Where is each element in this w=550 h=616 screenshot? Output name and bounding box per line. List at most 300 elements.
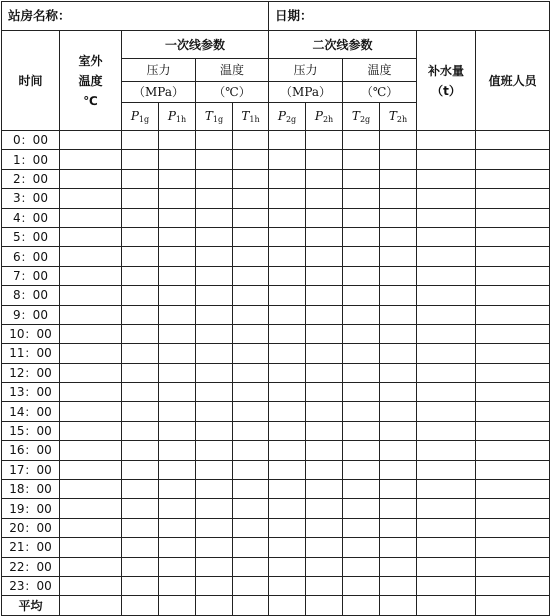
p2g-cell[interactable]	[269, 363, 306, 382]
t2g-cell[interactable]	[343, 131, 380, 150]
p1g-cell[interactable]	[122, 402, 159, 421]
p2h-cell[interactable]	[306, 227, 343, 246]
t1h-cell[interactable]	[233, 208, 269, 227]
p2g-cell[interactable]	[269, 480, 306, 499]
t1h-cell[interactable]	[233, 421, 269, 440]
staff-cell[interactable]	[476, 324, 550, 343]
primary-temperature-header: 温度	[196, 59, 269, 82]
outdoor-temp-cell[interactable]	[60, 344, 122, 363]
p2h-cell[interactable]	[306, 576, 343, 595]
p2h-cell[interactable]	[306, 344, 343, 363]
outdoor-temp-cell[interactable]	[60, 499, 122, 518]
makeup-water-cell[interactable]	[417, 402, 476, 421]
t2h-cell[interactable]	[380, 402, 417, 421]
t1g-cell[interactable]	[196, 499, 233, 518]
outdoor-temp-cell[interactable]	[60, 596, 122, 615]
t1g-cell[interactable]	[196, 344, 233, 363]
outdoor-temp-cell[interactable]	[60, 383, 122, 402]
p1g-cell[interactable]	[122, 344, 159, 363]
outdoor-temp-cell[interactable]	[60, 286, 122, 305]
t1h-cell[interactable]	[233, 286, 269, 305]
outdoor-temp-cell[interactable]	[60, 460, 122, 479]
staff-cell[interactable]	[476, 441, 550, 460]
makeup-water-cell[interactable]	[417, 150, 476, 169]
t2g-cell[interactable]	[343, 324, 380, 343]
t1h-cell[interactable]	[233, 344, 269, 363]
p1g-cell[interactable]	[122, 596, 159, 615]
p1h-cell[interactable]	[159, 305, 196, 324]
t1g-cell[interactable]	[196, 538, 233, 557]
t2h-cell[interactable]	[380, 247, 417, 266]
outdoor-temp-cell[interactable]	[60, 402, 122, 421]
staff-cell[interactable]	[476, 421, 550, 440]
makeup-water-cell[interactable]	[417, 208, 476, 227]
makeup-water-cell[interactable]	[417, 460, 476, 479]
t1g-cell[interactable]	[196, 169, 233, 188]
p2h-cell[interactable]	[306, 305, 343, 324]
p2g-cell[interactable]	[269, 227, 306, 246]
t1h-cell[interactable]	[233, 266, 269, 285]
t1h-cell[interactable]	[233, 227, 269, 246]
p2h-cell[interactable]	[306, 518, 343, 537]
p1h-cell[interactable]	[159, 596, 196, 615]
time-cell: 11：00	[2, 344, 60, 363]
p2g-cell[interactable]	[269, 344, 306, 363]
t1g-cell[interactable]	[196, 576, 233, 595]
p2h-cell[interactable]	[306, 441, 343, 460]
p1h-cell[interactable]	[159, 208, 196, 227]
t2h-cell[interactable]	[380, 480, 417, 499]
t2g-cell[interactable]	[343, 557, 380, 576]
makeup-water-cell[interactable]	[417, 324, 476, 343]
t2h-cell[interactable]	[380, 576, 417, 595]
outdoor-temp-cell[interactable]	[60, 576, 122, 595]
time-cell: 9：00	[2, 305, 60, 324]
p2g-cell[interactable]	[269, 499, 306, 518]
p1h-cell[interactable]	[159, 402, 196, 421]
p1h-cell[interactable]	[159, 131, 196, 150]
p1h-cell[interactable]	[159, 383, 196, 402]
p2g-cell[interactable]	[269, 266, 306, 285]
outdoor-temp-cell[interactable]	[60, 208, 122, 227]
t1g-cell[interactable]	[196, 596, 233, 615]
p2h-cell[interactable]	[306, 557, 343, 576]
t1g-cell[interactable]	[196, 305, 233, 324]
t2h-cell[interactable]	[380, 266, 417, 285]
time-column-header: 时间	[2, 31, 60, 131]
p1h-cell[interactable]	[159, 189, 196, 208]
p2g-cell[interactable]	[269, 131, 306, 150]
symbol-t1g: $T_{1g}$	[196, 103, 233, 131]
p2h-cell[interactable]	[306, 247, 343, 266]
table-row	[2, 557, 550, 576]
p1g-cell[interactable]	[122, 189, 159, 208]
p1h-cell[interactable]	[159, 324, 196, 343]
makeup-water-cell[interactable]	[417, 131, 476, 150]
time-cell: 7：00	[2, 266, 60, 285]
p1h-cell[interactable]	[159, 286, 196, 305]
t1g-cell[interactable]	[196, 150, 233, 169]
staff-cell[interactable]	[476, 266, 550, 285]
t2h-cell[interactable]	[380, 383, 417, 402]
table-row	[2, 208, 550, 227]
p1g-cell[interactable]	[122, 499, 159, 518]
t2g-cell[interactable]	[343, 576, 380, 595]
p1h-cell[interactable]	[159, 480, 196, 499]
p2h-cell[interactable]	[306, 402, 343, 421]
makeup-water-cell[interactable]	[417, 363, 476, 382]
p2g-cell[interactable]	[269, 538, 306, 557]
p1g-cell[interactable]	[122, 557, 159, 576]
p2g-cell[interactable]	[269, 189, 306, 208]
p2h-cell[interactable]	[306, 286, 343, 305]
makeup-water-cell[interactable]	[417, 189, 476, 208]
t2h-cell[interactable]	[380, 324, 417, 343]
outdoor-temp-cell[interactable]	[60, 480, 122, 499]
t1h-cell[interactable]	[233, 596, 269, 615]
t1h-cell[interactable]	[233, 460, 269, 479]
p1h-cell[interactable]	[159, 150, 196, 169]
outdoor-temp-cell[interactable]	[60, 305, 122, 324]
staff-cell[interactable]	[476, 596, 550, 615]
t2g-cell[interactable]	[343, 596, 380, 615]
p2g-cell[interactable]	[269, 286, 306, 305]
t1g-cell[interactable]	[196, 189, 233, 208]
t1h-cell[interactable]	[233, 538, 269, 557]
p1h-cell[interactable]	[159, 538, 196, 557]
p2h-cell[interactable]	[306, 421, 343, 440]
makeup-water-cell[interactable]	[417, 441, 476, 460]
p1h-cell[interactable]	[159, 557, 196, 576]
p1g-cell[interactable]	[122, 150, 159, 169]
p2g-cell[interactable]	[269, 169, 306, 188]
t2h-cell[interactable]	[380, 538, 417, 557]
t2h-cell[interactable]	[380, 227, 417, 246]
makeup-water-cell[interactable]	[417, 286, 476, 305]
p2g-cell[interactable]	[269, 557, 306, 576]
p1h-cell[interactable]	[159, 169, 196, 188]
staff-cell[interactable]	[476, 150, 550, 169]
p1g-cell[interactable]	[122, 227, 159, 246]
makeup-water-cell[interactable]	[417, 169, 476, 188]
makeup-water-cell[interactable]	[417, 227, 476, 246]
makeup-water-cell[interactable]	[417, 344, 476, 363]
t1g-cell[interactable]	[196, 441, 233, 460]
table-row	[2, 441, 550, 460]
staff-cell[interactable]	[476, 518, 550, 537]
t2g-cell[interactable]	[343, 480, 380, 499]
t2g-cell[interactable]	[343, 150, 380, 169]
t1g-cell[interactable]	[196, 131, 233, 150]
t2h-cell[interactable]	[380, 286, 417, 305]
p2h-cell[interactable]	[306, 150, 343, 169]
makeup-water-cell[interactable]	[417, 596, 476, 615]
t1h-cell[interactable]	[233, 305, 269, 324]
staff-cell[interactable]	[476, 208, 550, 227]
t2h-cell[interactable]	[380, 363, 417, 382]
makeup-water-label: 补水量	[428, 63, 465, 78]
time-cell: 23：00	[2, 576, 60, 595]
t2h-cell[interactable]	[380, 596, 417, 615]
outdoor-temp-cell[interactable]	[60, 150, 122, 169]
outdoor-temp-cell[interactable]	[60, 363, 122, 382]
t1h-cell[interactable]	[233, 189, 269, 208]
p1g-cell[interactable]	[122, 383, 159, 402]
p1h-cell[interactable]	[159, 441, 196, 460]
p2h-cell[interactable]	[306, 363, 343, 382]
outdoor-temp-cell[interactable]	[60, 247, 122, 266]
p2h-cell[interactable]	[306, 499, 343, 518]
t2h-cell[interactable]	[380, 208, 417, 227]
t2h-cell[interactable]	[380, 344, 417, 363]
symbol-p1h: $P_{1h}$	[159, 103, 196, 131]
t1g-cell[interactable]	[196, 557, 233, 576]
p2h-cell[interactable]	[306, 131, 343, 150]
p1h-cell[interactable]	[159, 227, 196, 246]
staff-cell[interactable]	[476, 460, 550, 479]
makeup-water-cell[interactable]	[417, 383, 476, 402]
t1h-cell[interactable]	[233, 499, 269, 518]
t1g-cell[interactable]	[196, 421, 233, 440]
t2h-cell[interactable]	[380, 169, 417, 188]
makeup-water-cell[interactable]	[417, 499, 476, 518]
t1g-cell[interactable]	[196, 402, 233, 421]
t2h-cell[interactable]	[380, 460, 417, 479]
time-cell: 8：00	[2, 286, 60, 305]
t1h-cell[interactable]	[233, 557, 269, 576]
t2h-cell[interactable]	[380, 499, 417, 518]
table-row	[2, 402, 550, 421]
t2g-cell[interactable]	[343, 208, 380, 227]
p1g-cell[interactable]	[122, 518, 159, 537]
makeup-water-cell[interactable]	[417, 305, 476, 324]
outdoor-temp-cell[interactable]	[60, 227, 122, 246]
t2g-cell[interactable]	[343, 266, 380, 285]
p1g-cell[interactable]	[122, 538, 159, 557]
t2g-cell[interactable]	[343, 227, 380, 246]
t2h-cell[interactable]	[380, 150, 417, 169]
t1g-cell[interactable]	[196, 363, 233, 382]
t2g-cell[interactable]	[343, 499, 380, 518]
p1g-cell[interactable]	[122, 480, 159, 499]
t1h-cell[interactable]	[233, 169, 269, 188]
station-name-label: 站房名称：	[2, 2, 269, 31]
t1g-cell[interactable]	[196, 480, 233, 499]
p2g-cell[interactable]	[269, 208, 306, 227]
makeup-water-cell[interactable]	[417, 266, 476, 285]
operation-log-table	[1, 1, 550, 616]
p1g-cell[interactable]	[122, 460, 159, 479]
p2h-cell[interactable]	[306, 480, 343, 499]
table-row	[2, 518, 550, 537]
t1h-cell[interactable]	[233, 402, 269, 421]
makeup-water-cell[interactable]	[417, 538, 476, 557]
p1h-cell[interactable]	[159, 247, 196, 266]
p2h-cell[interactable]	[306, 460, 343, 479]
p1g-cell[interactable]	[122, 247, 159, 266]
t2h-cell[interactable]	[380, 305, 417, 324]
p2g-cell[interactable]	[269, 460, 306, 479]
outdoor-temp-cell[interactable]	[60, 538, 122, 557]
p1g-cell[interactable]	[122, 441, 159, 460]
p1h-cell[interactable]	[159, 576, 196, 595]
p1g-cell[interactable]	[122, 131, 159, 150]
p2g-cell[interactable]	[269, 383, 306, 402]
t1g-cell[interactable]	[196, 324, 233, 343]
p1h-cell[interactable]	[159, 499, 196, 518]
p2g-cell[interactable]	[269, 518, 306, 537]
t2g-cell[interactable]	[343, 189, 380, 208]
makeup-water-cell[interactable]	[417, 247, 476, 266]
t1h-cell[interactable]	[233, 150, 269, 169]
p2g-cell[interactable]	[269, 576, 306, 595]
staff-cell[interactable]	[476, 305, 550, 324]
t2g-cell[interactable]	[343, 305, 380, 324]
t1g-cell[interactable]	[196, 286, 233, 305]
p2h-cell[interactable]	[306, 169, 343, 188]
t1g-cell[interactable]	[196, 266, 233, 285]
p2h-cell[interactable]	[306, 383, 343, 402]
t1h-cell[interactable]	[233, 324, 269, 343]
outdoor-temp-cell[interactable]	[60, 189, 122, 208]
symbol-t1h: $T_{1h}$	[233, 103, 269, 131]
staff-cell[interactable]	[476, 557, 550, 576]
p1g-cell[interactable]	[122, 421, 159, 440]
t2h-cell[interactable]	[380, 131, 417, 150]
t1h-cell[interactable]	[233, 363, 269, 382]
t1g-cell[interactable]	[196, 247, 233, 266]
makeup-water-cell[interactable]	[417, 518, 476, 537]
p1h-cell[interactable]	[159, 518, 196, 537]
makeup-water-cell[interactable]	[417, 576, 476, 595]
time-cell: 1：00	[2, 150, 60, 169]
staff-cell[interactable]	[476, 247, 550, 266]
p2g-cell[interactable]	[269, 421, 306, 440]
staff-cell[interactable]	[476, 344, 550, 363]
t2h-cell[interactable]	[380, 557, 417, 576]
t2g-cell[interactable]	[343, 169, 380, 188]
table-row	[2, 363, 550, 382]
staff-cell[interactable]	[476, 383, 550, 402]
outdoor-temp-cell[interactable]	[60, 169, 122, 188]
staff-cell[interactable]	[476, 402, 550, 421]
time-cell: 22：00	[2, 557, 60, 576]
t2g-cell[interactable]	[343, 538, 380, 557]
table-row	[2, 421, 550, 440]
t1g-cell[interactable]	[196, 227, 233, 246]
makeup-water-cell[interactable]	[417, 421, 476, 440]
staff-cell[interactable]	[476, 538, 550, 557]
outdoor-temp-cell[interactable]	[60, 441, 122, 460]
p2h-cell[interactable]	[306, 266, 343, 285]
t2g-cell[interactable]	[343, 247, 380, 266]
outdoor-temp-cell[interactable]	[60, 324, 122, 343]
p1g-cell[interactable]	[122, 266, 159, 285]
t2g-cell[interactable]	[343, 441, 380, 460]
t2h-cell[interactable]	[380, 421, 417, 440]
p2g-cell[interactable]	[269, 247, 306, 266]
staff-cell[interactable]	[476, 576, 550, 595]
p2g-cell[interactable]	[269, 324, 306, 343]
staff-cell[interactable]	[476, 131, 550, 150]
staff-cell[interactable]	[476, 363, 550, 382]
outdoor-temp-cell[interactable]	[60, 266, 122, 285]
t2g-cell[interactable]	[343, 286, 380, 305]
p2h-cell[interactable]	[306, 538, 343, 557]
p1g-cell[interactable]	[122, 324, 159, 343]
p2h-cell[interactable]	[306, 189, 343, 208]
t1h-cell[interactable]	[233, 131, 269, 150]
t1h-cell[interactable]	[233, 576, 269, 595]
staff-cell[interactable]	[476, 499, 550, 518]
staff-cell[interactable]	[476, 169, 550, 188]
p1h-cell[interactable]	[159, 344, 196, 363]
p2h-cell[interactable]	[306, 596, 343, 615]
staff-cell[interactable]	[476, 189, 550, 208]
t2g-cell[interactable]	[343, 344, 380, 363]
p2h-cell[interactable]	[306, 324, 343, 343]
t2g-cell[interactable]	[343, 363, 380, 382]
outdoor-temp-cell[interactable]	[60, 131, 122, 150]
outdoor-temp-cell[interactable]	[60, 557, 122, 576]
p1h-cell[interactable]	[159, 460, 196, 479]
outdoor-temp-cell[interactable]	[60, 421, 122, 440]
t2h-cell[interactable]	[380, 441, 417, 460]
t1g-cell[interactable]	[196, 383, 233, 402]
t1h-cell[interactable]	[233, 441, 269, 460]
time-cell: 5：00	[2, 227, 60, 246]
p2g-cell[interactable]	[269, 150, 306, 169]
makeup-water-cell[interactable]	[417, 557, 476, 576]
t1g-cell[interactable]	[196, 208, 233, 227]
t1g-cell[interactable]	[196, 460, 233, 479]
time-cell: 17：00	[2, 460, 60, 479]
makeup-water-header	[417, 31, 476, 131]
p2h-cell[interactable]	[306, 208, 343, 227]
t1g-cell[interactable]	[196, 518, 233, 537]
t2g-cell[interactable]	[343, 421, 380, 440]
p2g-cell[interactable]	[269, 305, 306, 324]
staff-cell[interactable]	[476, 286, 550, 305]
t2h-cell[interactable]	[380, 189, 417, 208]
p1h-cell[interactable]	[159, 363, 196, 382]
p1g-cell[interactable]	[122, 286, 159, 305]
outdoor-temp-cell[interactable]	[60, 518, 122, 537]
t2g-cell[interactable]	[343, 383, 380, 402]
t1h-cell[interactable]	[233, 383, 269, 402]
makeup-water-cell[interactable]	[417, 480, 476, 499]
t2g-cell[interactable]	[343, 402, 380, 421]
staff-cell[interactable]	[476, 227, 550, 246]
p1g-cell[interactable]	[122, 208, 159, 227]
p1h-cell[interactable]	[159, 266, 196, 285]
t2g-cell[interactable]	[343, 460, 380, 479]
p1g-cell[interactable]	[122, 576, 159, 595]
t2g-cell[interactable]	[343, 518, 380, 537]
t1h-cell[interactable]	[233, 518, 269, 537]
p1g-cell[interactable]	[122, 363, 159, 382]
p2g-cell[interactable]	[269, 402, 306, 421]
p1h-cell[interactable]	[159, 421, 196, 440]
t2h-cell[interactable]	[380, 518, 417, 537]
p1g-cell[interactable]	[122, 169, 159, 188]
p2g-cell[interactable]	[269, 596, 306, 615]
p1g-cell[interactable]	[122, 305, 159, 324]
t1h-cell[interactable]	[233, 247, 269, 266]
t1h-cell[interactable]	[233, 480, 269, 499]
staff-cell[interactable]	[476, 480, 550, 499]
p2g-cell[interactable]	[269, 441, 306, 460]
